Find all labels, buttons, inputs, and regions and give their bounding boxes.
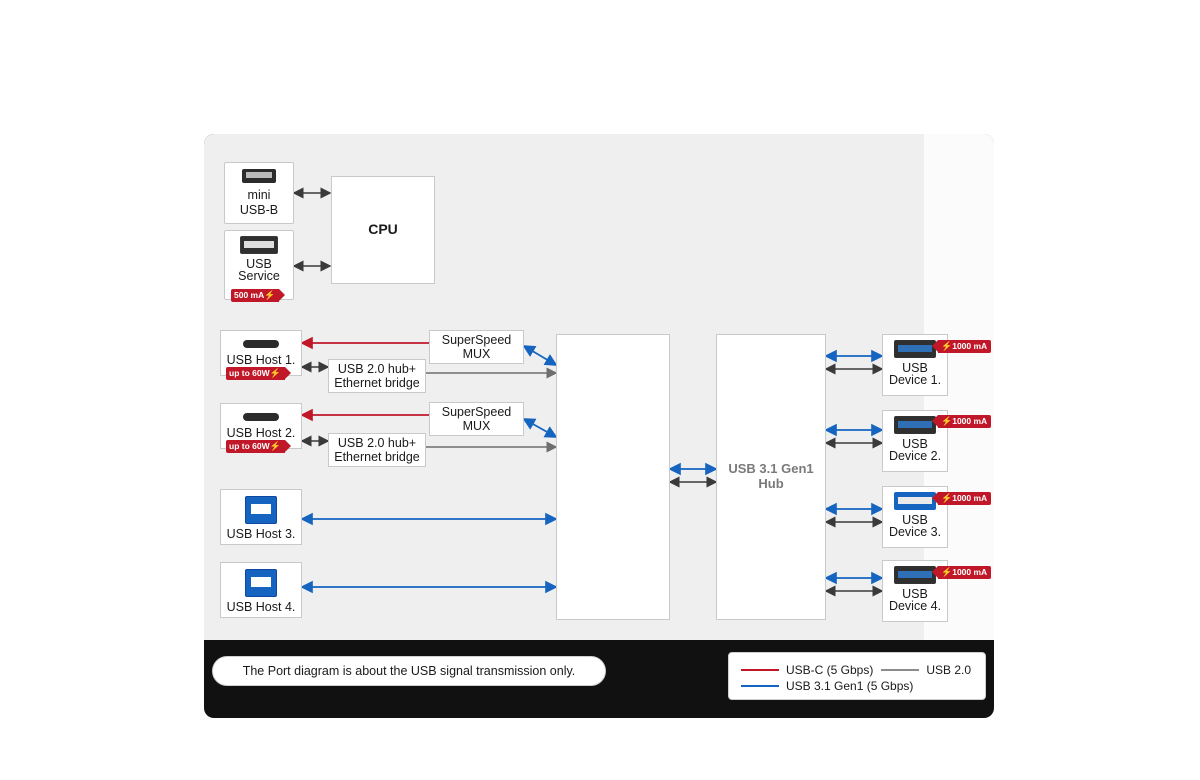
mux2-label-line1: SuperSpeed (441, 405, 512, 419)
usb-host-2-power-label: up to 60W (229, 441, 270, 451)
usb-host-1-label: USB Host 1. (226, 353, 296, 367)
mux1-label-line2: MUX (462, 347, 491, 361)
legend-row-1 (741, 663, 973, 677)
legend-swatch-usb-c (741, 669, 779, 671)
hub-label-line1: USB 3.1 Gen1 (728, 461, 814, 477)
usb-host-2-power-flag (226, 440, 285, 453)
legend-swatch-usb-31 (741, 685, 779, 687)
legend-swatch-usb-2 (881, 669, 919, 671)
bolt-icon: ⚡ (269, 368, 281, 378)
mini-usb-b-label-line2: USB-B (239, 203, 279, 217)
usb-device-4-label-line1: USB (902, 587, 928, 601)
usb-device-2-power-flag (938, 415, 991, 428)
legend-item-usb-2 (881, 663, 971, 677)
usb-device-4-power-flag (938, 566, 991, 579)
node-usb31-gen1-hub[interactable] (716, 334, 826, 620)
node-mini-usb-b[interactable] (224, 162, 294, 224)
bridge1-label-line2: Ethernet bridge (334, 376, 420, 390)
usb-a-port-icon (894, 340, 936, 358)
usb-device-2-power-label: 1000 mA (952, 416, 988, 426)
usb-c-port-icon (243, 340, 279, 348)
usb-host-1-power-flag (226, 367, 285, 380)
usb-device-3-label-line1: USB (902, 513, 928, 527)
legend (728, 652, 986, 700)
usb-service-icon (240, 236, 278, 254)
bridge2-label-line1: USB 2.0 hub+ (337, 436, 417, 450)
bolt-icon: ⚡ (941, 341, 953, 351)
cpu-label: CPU (368, 221, 398, 238)
usb-device-3-power-flag (938, 492, 991, 505)
usb-device-1-power-flag (938, 340, 991, 353)
diagram-note (212, 656, 606, 686)
usb-host-2-label: USB Host 2. (226, 426, 296, 440)
node-usb2-hub-ethernet-bridge-2[interactable] (328, 433, 426, 467)
bridge2-label-line2: Ethernet bridge (334, 450, 420, 464)
legend-item-usb-c (741, 663, 873, 677)
mux2-label-line2: MUX (462, 419, 491, 433)
usb-service-power-label: 500 mA (234, 290, 265, 300)
diagram-canvas (204, 134, 994, 640)
usb-host-1-power-label: up to 60W (229, 368, 270, 378)
usb-host-3-label: USB Host 3. (226, 527, 296, 541)
usb-service-label-line2: Service (238, 269, 280, 283)
node-cpu[interactable] (331, 176, 435, 284)
usb-a-blue-port-icon (894, 492, 936, 510)
node-superspeed-mux-1[interactable] (429, 330, 524, 364)
bolt-icon: ⚡ (264, 290, 276, 300)
usb-device-1-label-line2: Device 1. (888, 373, 942, 387)
usb-host-4-label: USB Host 4. (226, 600, 296, 614)
legend-label-usb-2: USB 2.0 (926, 663, 972, 677)
legend-item-usb-31 (741, 679, 913, 693)
node-superspeed-mux-2[interactable] (429, 402, 524, 436)
usb-device-1-power-label: 1000 mA (952, 341, 988, 351)
diagram-frame (204, 134, 994, 718)
bolt-icon: ⚡ (269, 441, 281, 451)
node-switch-matrix[interactable] (556, 334, 670, 620)
usb-b-port-icon (245, 569, 277, 597)
usb-a-port-icon (894, 566, 936, 584)
mux1-label-line1: SuperSpeed (441, 333, 512, 347)
node-usb-host-4[interactable] (220, 562, 302, 618)
usb-device-4-label-line2: Device 4. (888, 599, 942, 613)
node-usb2-hub-ethernet-bridge-1[interactable] (328, 359, 426, 393)
legend-row-2 (741, 679, 973, 693)
usb-device-2-label-line2: Device 2. (888, 449, 942, 463)
bolt-icon: ⚡ (941, 493, 953, 503)
bolt-icon: ⚡ (941, 416, 953, 426)
bridge1-label-line1: USB 2.0 hub+ (337, 362, 417, 376)
usb-service-label-line1: USB (246, 257, 272, 271)
usb-service-power-flag (231, 289, 279, 302)
hub-label-line2: Hub (758, 476, 784, 491)
usb-device-3-power-label: 1000 mA (952, 493, 988, 503)
usb-b-port-icon (245, 496, 277, 524)
node-usb-host-3[interactable] (220, 489, 302, 545)
usb-a-port-icon (894, 416, 936, 434)
usb-device-3-label-line2: Device 3. (888, 525, 942, 539)
bolt-icon: ⚡ (941, 567, 953, 577)
mini-usb-b-label-line1: mini (247, 188, 271, 202)
mini-usb-b-icon (242, 169, 276, 183)
usb-device-1-label-line1: USB (902, 361, 928, 375)
legend-label-usb-c: USB-C (5 Gbps) (786, 663, 874, 677)
usb-device-2-label-line1: USB (902, 437, 928, 451)
usb-c-port-icon (243, 413, 279, 421)
diagram-note-text: The Port diagram is about the USB signal transmission only. (242, 664, 576, 678)
legend-label-usb-31: USB 3.1 Gen1 (5 Gbps) (786, 679, 914, 693)
usb-device-4-power-label: 1000 mA (952, 567, 988, 577)
